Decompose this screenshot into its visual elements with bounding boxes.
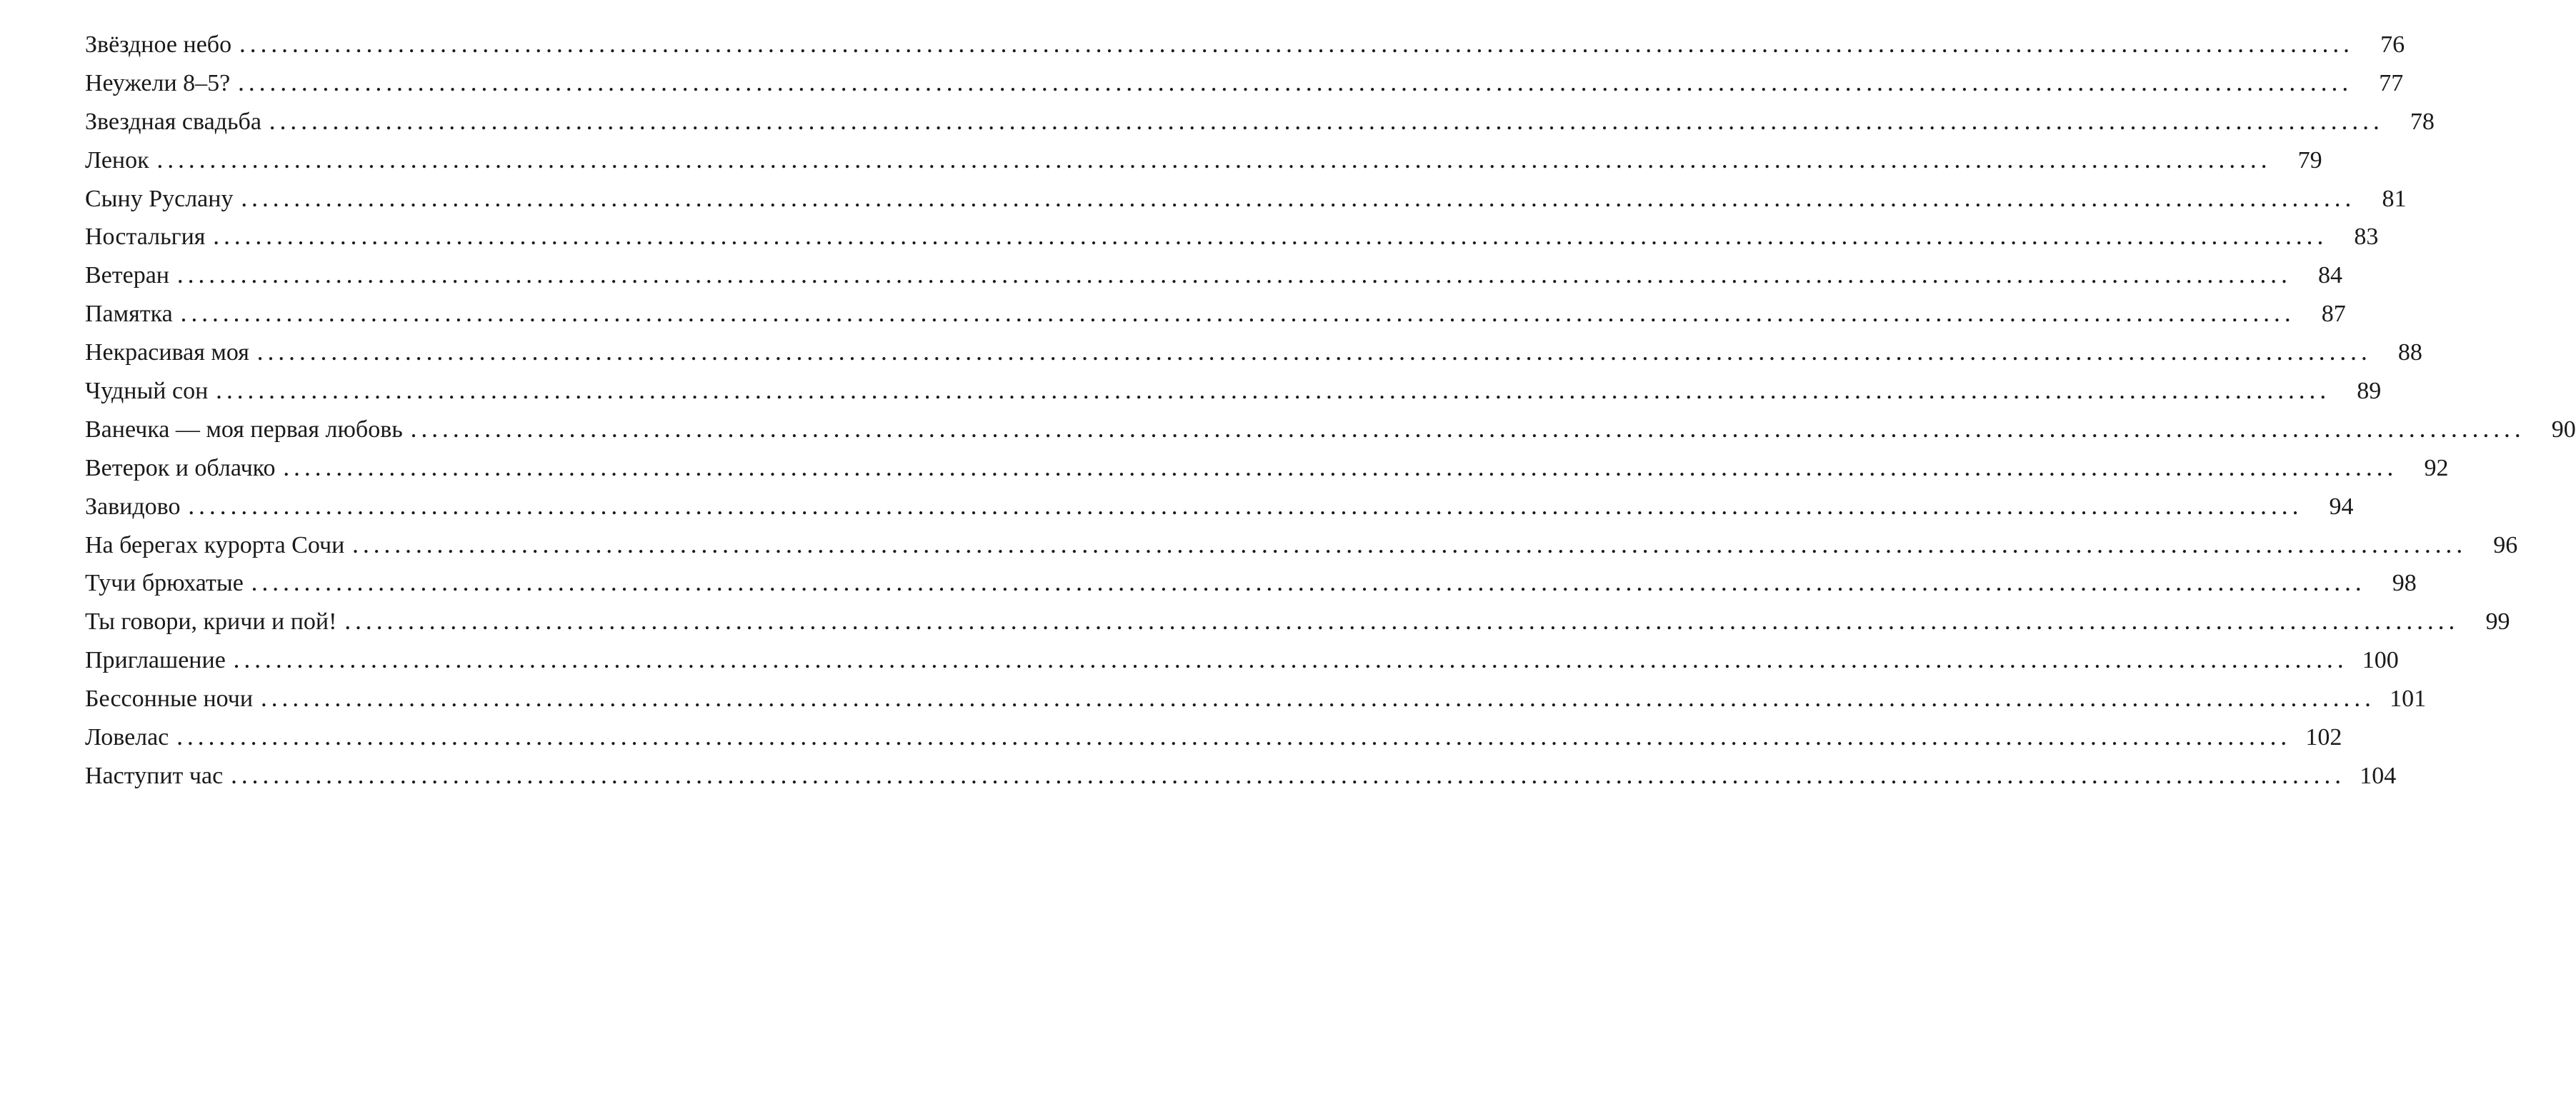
toc-entry: [85, 26, 2405, 64]
toc-entry-page: 78: [2410, 108, 2435, 135]
toc-entry-page: 94: [2329, 493, 2354, 520]
dot-leader: ........................................................................................................................................................................................................: [251, 574, 2367, 596]
dot-leader: ........................................................................................................................................................................................................: [345, 613, 2460, 634]
toc-entry: [85, 718, 2342, 757]
toc-entry-title: Наступит час: [85, 762, 224, 789]
toc-entry-page: 76: [2380, 31, 2405, 58]
toc-entry: [85, 218, 2379, 256]
dot-leader: ........................................................................................................................................................................................................: [181, 305, 2296, 326]
toc-entry-title: На берегах курорта Сочи: [85, 531, 345, 558]
dot-leader: ........................................................................................................................................................................................................: [240, 36, 2355, 56]
dot-leader: ........................................................................................................................................................................................................: [284, 458, 2399, 480]
toc-entry-title: Неужели 8–5?: [85, 69, 231, 96]
toc-entry: [85, 256, 2343, 295]
dot-leader: ........................................................................................................................................................................................................: [411, 420, 2526, 441]
toc-entry-page: 89: [2357, 378, 2382, 405]
toc-entry-page: 104: [2360, 762, 2397, 789]
dot-leader: ........................................................................................................................................................................................................: [239, 74, 2354, 95]
toc-entry-page: 100: [2362, 647, 2399, 674]
dot-leader: ........................................................................................................................................................................................................: [234, 651, 2349, 673]
toc-entry-title: Ловелас: [85, 724, 169, 751]
toc-entry: [85, 680, 2427, 718]
toc-entry-title: Бессонные ночи: [85, 686, 254, 713]
dot-leader: ........................................................................................................................................................................................................: [231, 766, 2347, 788]
toc-entry-page: 83: [2354, 224, 2379, 251]
toc-entry-title: Чудный сон: [85, 378, 209, 405]
dot-leader: ........................................................................................................................................................................................................: [157, 151, 2272, 172]
toc-entry-title: Завидово: [85, 493, 181, 520]
dot-leader: ........................................................................................................................................................................................................: [189, 497, 2304, 518]
toc-entry: [85, 449, 2449, 488]
toc-entry: [85, 641, 2399, 680]
toc-entry: [85, 757, 2397, 796]
toc-entry-title: Звёздное небо: [85, 31, 232, 58]
toc-entry: [85, 180, 2407, 219]
toc-entry-title: Ты говори, кричи и пой!: [85, 608, 337, 636]
toc-entry-page: 101: [2390, 686, 2427, 713]
toc-entry-title: Сыну Руслану: [85, 185, 234, 212]
dot-leader: ........................................................................................................................................................................................................: [216, 382, 2332, 403]
toc-entry: [85, 333, 2422, 372]
toc-entry: [85, 372, 2382, 411]
toc-entry-title: Ветерок и облачко: [85, 454, 276, 481]
toc-entry-page: 102: [2305, 724, 2342, 751]
toc-entry: [85, 526, 2518, 565]
toc-entry: [85, 103, 2435, 141]
toc-entry-title: Некрасивая моя: [85, 339, 249, 366]
toc-entry-title: Ностальгия: [85, 224, 206, 251]
toc-entry-page: 99: [2485, 608, 2510, 636]
table-of-contents: [85, 26, 2576, 796]
toc-entry-title: Ленок: [85, 146, 149, 174]
toc-entry-page: 88: [2397, 339, 2422, 366]
toc-entry-page: 92: [2424, 454, 2449, 481]
toc-entry: [85, 295, 2346, 333]
toc-entry: [85, 603, 2510, 641]
dot-leader: ........................................................................................................................................................................................................: [261, 690, 2377, 711]
toc-entry-page: 96: [2493, 531, 2518, 558]
toc-entry-title: Тучи брюхатые: [85, 570, 244, 597]
toc-entry-page: 79: [2297, 146, 2322, 174]
dot-leader: ........................................................................................................................................................................................................: [257, 343, 2372, 365]
dot-leader: ........................................................................................................................................................................................................: [178, 266, 2293, 288]
dot-leader: ........................................................................................................................................................................................................: [269, 112, 2385, 134]
toc-entry: [85, 141, 2322, 180]
dot-leader: ........................................................................................................................................................................................................: [177, 728, 2292, 750]
toc-entry-page: 90: [2551, 416, 2576, 443]
toc-entry-page: 81: [2382, 185, 2407, 212]
toc-entry: [85, 488, 2354, 526]
toc-entry-title: Ветеран: [85, 262, 170, 289]
toc-entry-title: Памятка: [85, 301, 173, 328]
toc-entry-title: Звездная свадьба: [85, 108, 261, 135]
toc-entry: [85, 64, 2404, 103]
toc-entry-page: 87: [2321, 301, 2346, 328]
toc-entry-title: Ванечка — моя первая любовь: [85, 416, 403, 443]
toc-entry-page: 77: [2379, 69, 2404, 96]
toc-entry-page: 84: [2318, 262, 2343, 289]
toc-entry-title: Приглашение: [85, 647, 226, 674]
dot-leader: ........................................................................................................................................................................................................: [241, 189, 2357, 211]
dot-leader: ........................................................................................................................................................................................................: [214, 228, 2329, 249]
toc-entry: [85, 564, 2417, 603]
toc-entry: [85, 411, 2576, 449]
toc-entry-page: 98: [2392, 570, 2417, 597]
dot-leader: ........................................................................................................................................................................................................: [353, 536, 2468, 557]
